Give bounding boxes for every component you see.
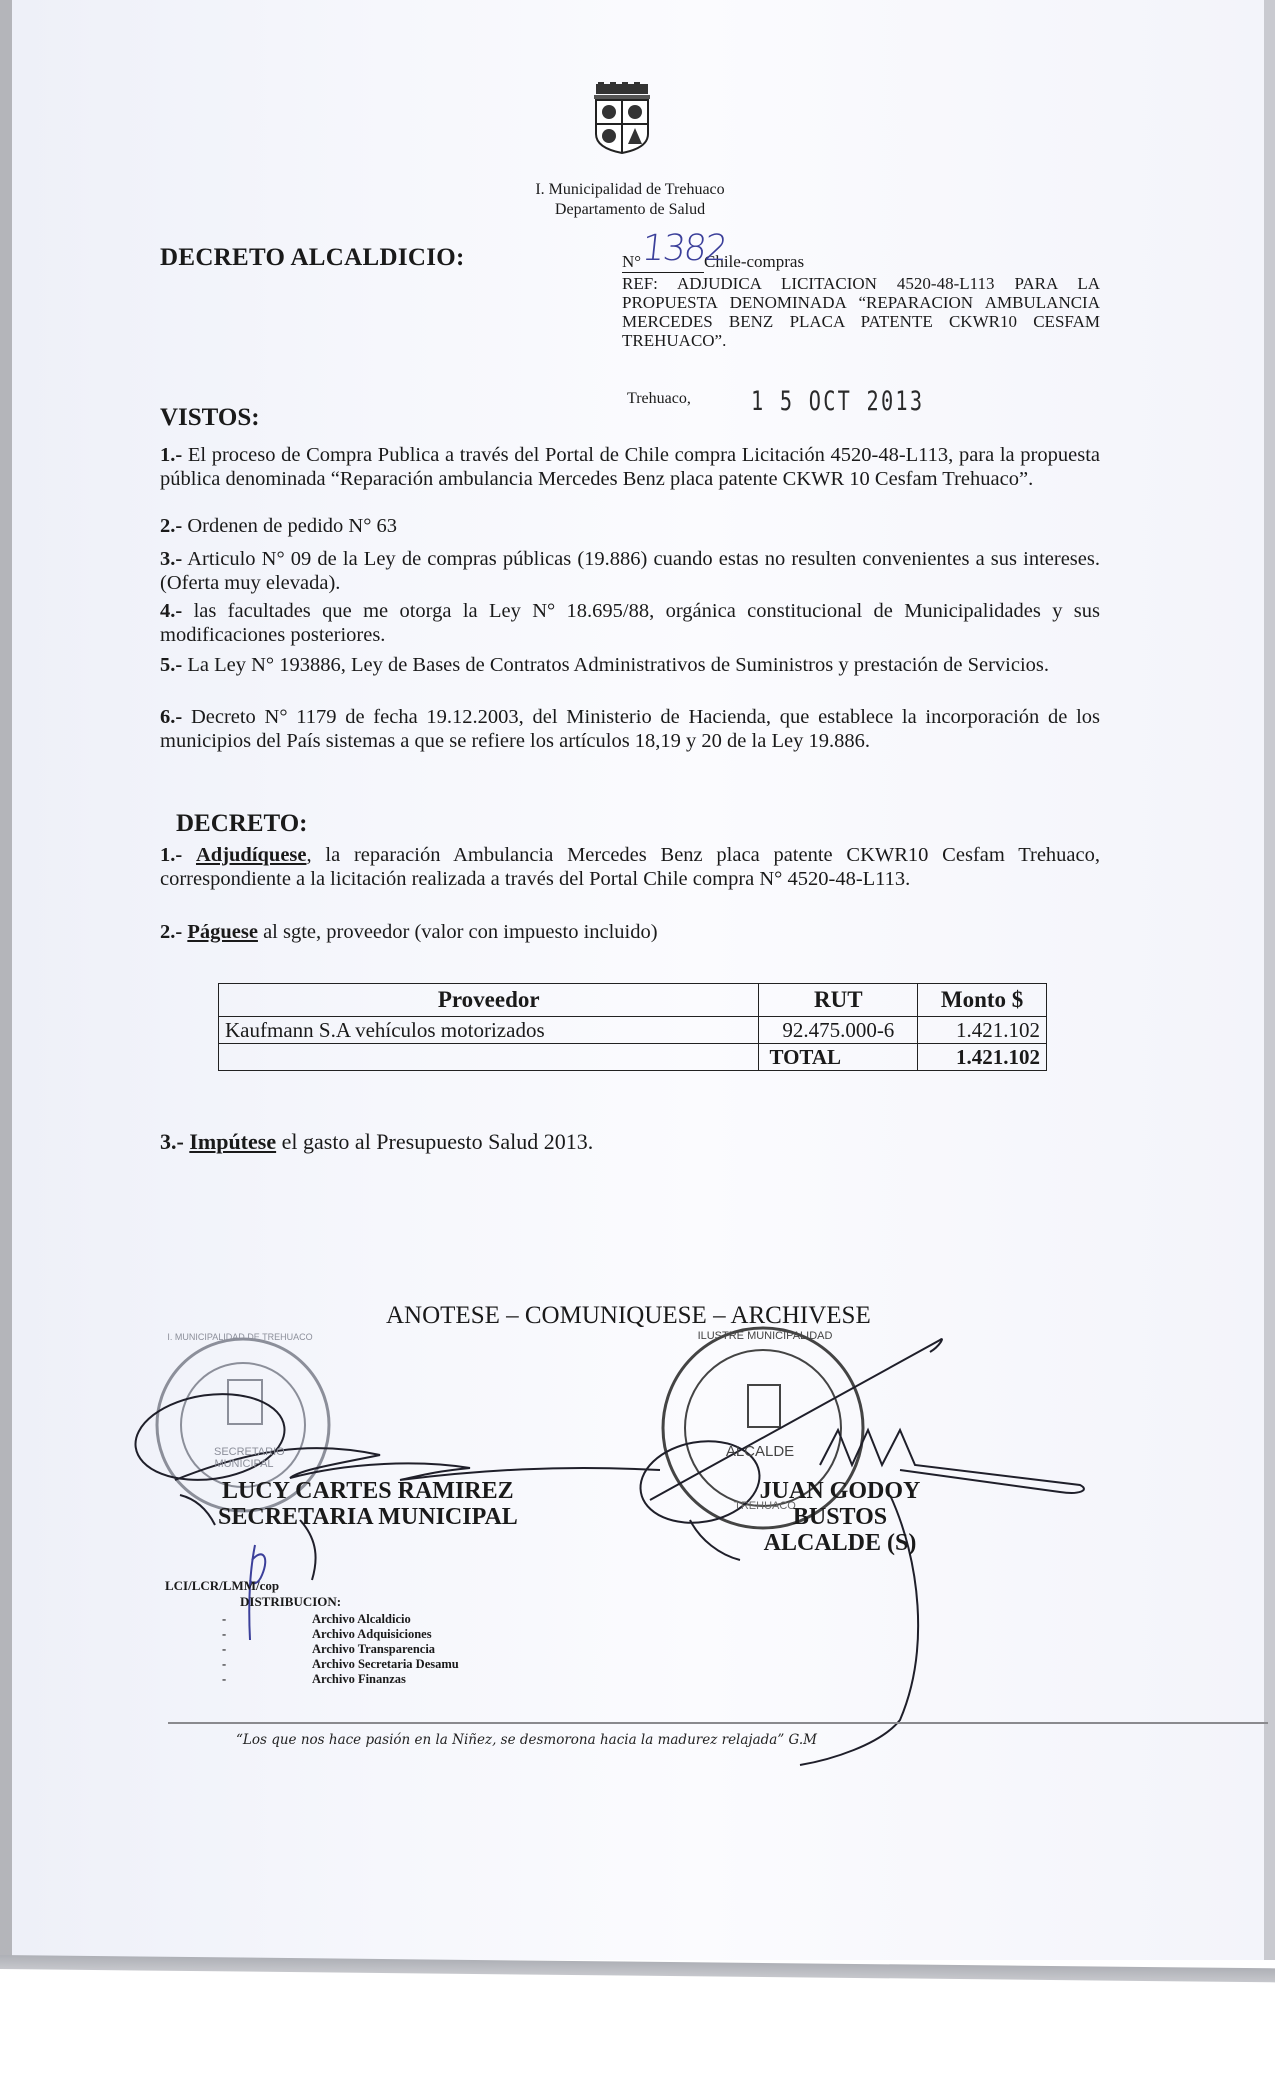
item-number: 1.- — [160, 444, 183, 466]
list-bullet: - — [222, 1672, 227, 1686]
list-bullet: - — [222, 1657, 227, 1671]
institution-name: I. Municipalidad de Trehuaco — [535, 181, 725, 198]
signer-role: SECRETARIA MUNICIPAL — [218, 1504, 518, 1530]
column-header: Proveedor — [219, 984, 759, 1017]
footer-divider — [168, 1722, 1268, 1724]
provider-cell: Kaufmann S.A vehículos motorizados — [219, 1017, 759, 1044]
total-value: 1.421.102 — [918, 1044, 1047, 1071]
list-item — [222, 1612, 459, 1627]
list-item — [222, 1642, 459, 1657]
item-text: , la reparación Ambulancia Mercedes Benz placa patente CKWR10 Cesfam Trehuaco, correspondiente a la licitación realizada a través del Portal Chile compra N° 4520-48-L113. — [160, 844, 1101, 890]
empty-cell — [219, 1044, 759, 1071]
list-item-label: Archivo Finanzas — [312, 1672, 406, 1686]
column-header: Monto $ — [918, 984, 1047, 1017]
scan-left-edge — [0, 0, 12, 1960]
vistos-item — [160, 548, 1100, 595]
stamp-label: SECRETARIO MUNICIPAL — [214, 1446, 285, 1470]
item-number: 3.- — [160, 1129, 184, 1154]
list-item — [222, 1657, 459, 1672]
vistos-item — [160, 600, 1100, 647]
signer-name: JUAN GODOY BUSTOS — [759, 1478, 921, 1530]
list-bullet: - — [222, 1627, 227, 1641]
item-text: El proceso de Compra Publica a través del Portal de Chile compra Licitación 4520-48-L113, para la propuesta pública denominada “Reparación ambulancia Mercedes Benz placa patente CKWR 10 Cesfam Trehuaco”. — [160, 444, 1100, 490]
item-number: 5.- — [160, 654, 183, 676]
system-label: Chile-compras — [704, 252, 805, 271]
list-item-label: Archivo Alcaldicio — [312, 1612, 411, 1626]
closing-formula: ANOTESE – COMUNIQUESE – ARCHIVESE — [386, 1302, 871, 1329]
distribution-heading: DISTRIBUCION: — [240, 1594, 342, 1609]
decreto-heading: DECRETO: — [176, 810, 308, 837]
decree-reference: REF: ADJUDICA LICITACION 4520-48-L113 PARA LA PROPUESTA DENOMINADA “REPARACION AMBULANCIA MERCEDES BENZ PLACA PATENTE CKWR10 CESFAM TREHUACO”. — [622, 274, 1100, 350]
vistos-item — [160, 706, 1100, 753]
municipal-crest-icon — [590, 82, 654, 154]
scan-right-edge — [1264, 0, 1275, 1960]
signer-role: ALCALDE (S) — [763, 1530, 917, 1556]
list-item-label: Archivo Secretaria Desamu — [312, 1657, 459, 1671]
table-total-row — [219, 1044, 1047, 1071]
mayor-signature-block — [710, 1478, 970, 1556]
item-keyword: Páguese — [187, 921, 258, 943]
secretary-stamp-ring-text: I. MUNICIPALIDAD DE TREHUACO — [167, 1332, 313, 1342]
signer-name: LUCY CARTES RAMIREZ — [222, 1478, 514, 1504]
list-item-label: Archivo Adquisiciones — [312, 1627, 432, 1641]
item-text: Decreto N° 1179 de fecha 19.12.2003, del Ministerio de Hacienda, que establece la incorporación de los municipios del País sistemas a que se refiere los artículos 18,19 y 20 de la Ley 19.886. — [160, 706, 1100, 752]
item-text: al sgte, proveedor (valor con impuesto incluido) — [257, 921, 658, 943]
list-item — [222, 1627, 459, 1642]
distribution-list — [222, 1612, 459, 1687]
decreto-item-3 — [160, 1130, 1100, 1154]
item-text: Ordenen de pedido N° 63 — [187, 515, 398, 537]
decreto-item-2 — [160, 921, 1100, 945]
item-text: el gasto al Presupuesto Salud 2013. — [276, 1129, 594, 1154]
typist-initials: LCI/LCR/LMM/cop — [165, 1578, 280, 1593]
item-number: 1.- — [160, 844, 183, 866]
item-text: las facultades que me otorga la Ley N° 18.695/88, orgánica constitucional de Municipalidades y sus modificaciones posteriores. — [160, 600, 1101, 646]
footer-motto: “Los que nos hace pasión en la Niñez, se desmorona hacia la madurez relajada” G.M — [236, 1732, 817, 1748]
rut-cell: 92.475.000-6 — [759, 1017, 918, 1044]
mayor-stamp-ring-text: ILUSTRE MUNICIPALIDAD — [697, 1330, 833, 1342]
table-row — [219, 1017, 1047, 1044]
list-item — [222, 1672, 459, 1687]
column-header: RUT — [759, 984, 918, 1017]
decreto-item-1 — [160, 844, 1100, 891]
mayor-stamp-town: TREHUACO — [734, 1500, 796, 1512]
handwritten-decree-number: 1382 — [639, 228, 728, 269]
decree-title: DECRETO ALCALDICIO: — [160, 244, 465, 271]
list-bullet: - — [222, 1612, 227, 1626]
item-number: 2.- — [160, 921, 183, 943]
list-item-label: Archivo Transparencia — [312, 1642, 436, 1656]
vistos-item — [160, 654, 1100, 678]
date-stamp: 1 5 OCT 2013 — [751, 386, 925, 417]
number-label: N° — [622, 252, 704, 273]
item-keyword: Adjudíquese — [195, 844, 307, 866]
vistos-item — [160, 515, 1100, 539]
list-bullet: - — [222, 1642, 227, 1656]
amount-cell: 1.421.102 — [918, 1017, 1047, 1044]
vistos-heading: VISTOS: — [160, 404, 260, 431]
provider-table — [218, 983, 1047, 1071]
item-number: 6.- — [160, 706, 183, 728]
secretary-signature-block — [220, 1478, 518, 1530]
item-keyword: Impútese — [189, 1129, 277, 1154]
item-number: 4.- — [160, 600, 183, 622]
secretary-stamp-text — [214, 1446, 285, 1470]
department-name: Departamento de Salud — [554, 201, 706, 218]
place-label: Trehuaco, — [627, 390, 691, 407]
total-label: TOTAL — [759, 1044, 918, 1071]
table-header-row — [219, 984, 1047, 1017]
item-text: Articulo N° 09 de la Ley de compras públicas (19.886) cuando estas no resulten convenientes a sus intereses. (Oferta muy elevada). — [160, 548, 1100, 594]
item-number: 3.- — [160, 548, 183, 570]
mayor-stamp-role: ALCALDE — [725, 1443, 795, 1460]
vistos-item — [160, 444, 1100, 491]
item-number: 2.- — [160, 515, 183, 537]
institution-header — [480, 180, 780, 220]
item-text: La Ley N° 193886, Ley de Bases de Contratos Administrativos de Suministros y prestación de Servicios. — [187, 654, 1049, 676]
